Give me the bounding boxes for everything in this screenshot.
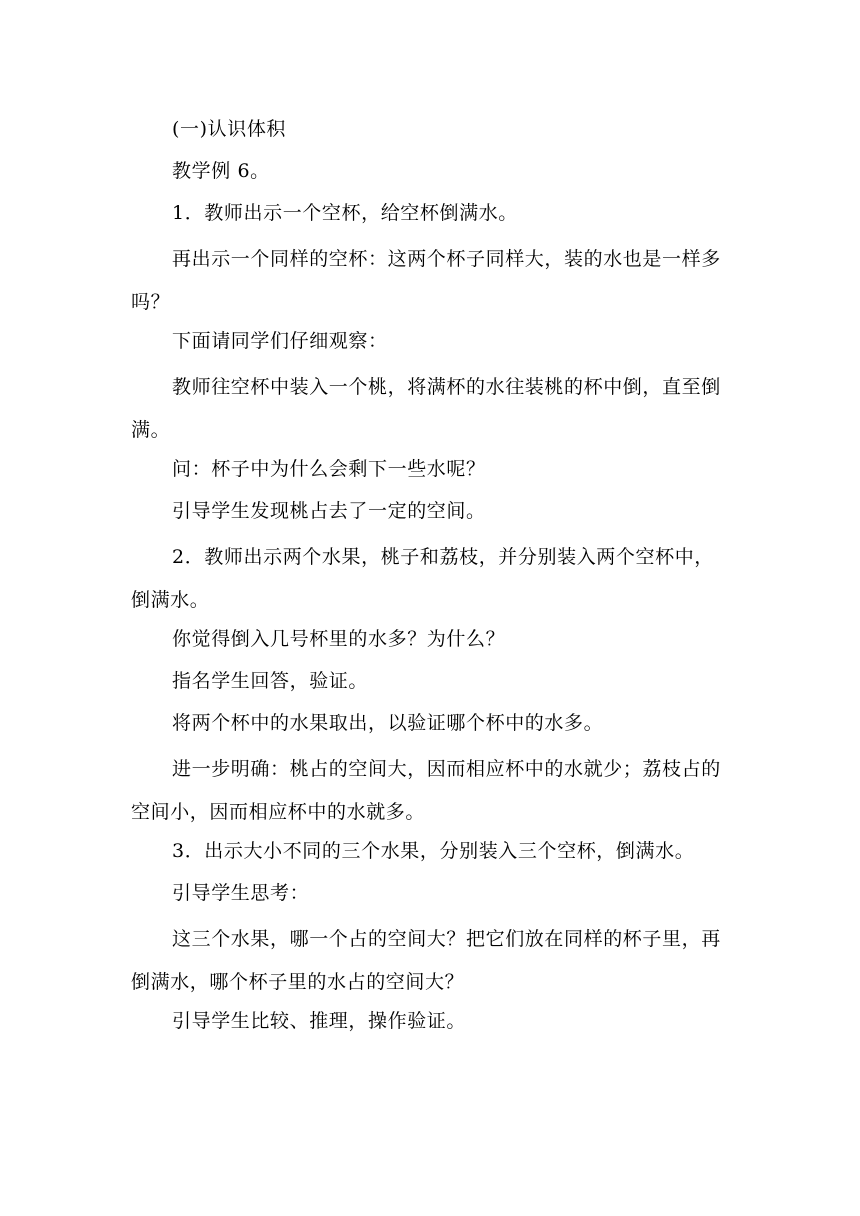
paragraph: 将两个杯中的水果取出，以验证哪个杯中的水多。 [172,712,604,734]
paragraph: 下面请同学们仔细观察： [172,330,388,352]
paragraph: 再出示一个同样的空杯：这两个杯子同样大，装的水也是一样多吗？ [131,248,721,313]
paragraph: 这三个水果，哪一个占的空间大？把它们放在同样的杯子里，再倒满水，哪个杯子里的水占的空间大？ [131,928,721,993]
paragraph: 教学例 6。 [172,160,270,182]
paragraph: (一)认识体积 [172,118,287,140]
paragraph: 问：杯子中为什么会剩下一些水呢？ [172,458,486,480]
paragraph: 进一步明确：桃占的空间大，因而相应杯中的水就少；荔枝占的空间小，因而相应杯中的水就多。 [131,758,721,823]
paragraph: 2．教师出示两个水果，桃子和荔枝，并分别装入两个空杯中，倒满水。 [131,546,714,611]
paragraph: 1．教师出示一个空杯，给空杯倒满水。 [172,202,518,224]
paragraph: 引导学生发现桃占去了一定的空间。 [172,500,486,522]
paragraph: 教师往空杯中装入一个桃，将满杯的水往装桃的杯中倒，直至倒满。 [131,376,721,441]
paragraph: 引导学生思考： [172,882,310,904]
document-body [131,112,731,1046]
paragraph: 3．出示大小不同的三个水果，分别装入三个空杯，倒满水。 [172,840,695,862]
paragraph: 你觉得倒入几号杯里的水多？为什么？ [172,628,506,650]
paragraph: 指名学生回答，验证。 [172,670,369,692]
paragraph: 引导学生比较、推理，操作验证。 [172,1010,467,1032]
